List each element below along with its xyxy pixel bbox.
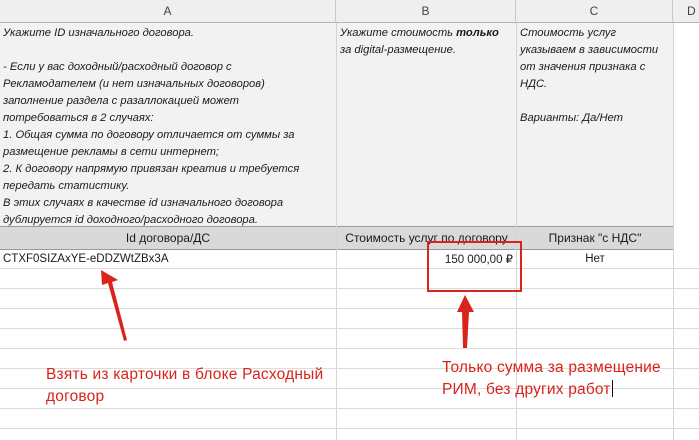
grid-line — [336, 23, 337, 440]
note-b-prefix: Укажите стоимость — [340, 27, 457, 39]
note-c-line: от значения признака с — [520, 61, 646, 73]
cost-highlight-box — [427, 241, 522, 292]
arrow-up-left-icon — [101, 270, 127, 341]
grid-line — [0, 308, 699, 309]
note-a-line: заполнение раздела с разаллокацией может — [3, 95, 239, 107]
note-b-line: за digital-размещение. — [340, 44, 456, 56]
grid-line — [0, 348, 699, 349]
cell-vat-flag[interactable]: Нет — [585, 253, 605, 265]
annotation-right-line — [442, 379, 661, 401]
column-header-b[interactable]: B — [336, 0, 516, 23]
note-c-line: Варианты: Да/Нет — [520, 112, 623, 124]
note-cell-c[interactable] — [517, 23, 673, 226]
note-a-line: дублируется id доходного/расходного договора. — [3, 214, 258, 226]
annotation-right-text: РИМ, без других работ — [442, 381, 611, 398]
note-b-line — [340, 25, 513, 42]
column-header-c[interactable]: C — [516, 0, 673, 23]
grid-line — [0, 428, 699, 429]
note-a-line: передать статистику. — [3, 180, 130, 192]
note-a-line: потребоваться в 2 случаях: — [3, 112, 154, 124]
note-cell-a[interactable] — [0, 23, 336, 226]
annotation-right-line: Только сумма за размещение — [442, 359, 661, 376]
header-cell-vat[interactable]: Признак "с НДС" — [517, 226, 673, 250]
column-header-d[interactable]: D — [673, 0, 699, 23]
note-a-line: В этих случаях в качестве id изначального договора — [3, 197, 284, 209]
text-cursor — [612, 380, 613, 397]
grid-line — [673, 23, 674, 440]
grid-line — [0, 268, 699, 269]
grid-line — [0, 328, 699, 329]
note-c-line — [520, 93, 670, 110]
note-a-line: 1. Общая сумма по договору отличается от суммы за — [3, 129, 295, 141]
note-c-line: указываем в зависимости — [520, 44, 659, 56]
note-a-line: - Если у вас доходный/расходный договор с — [3, 61, 232, 73]
arrow-up-right-icon — [457, 295, 474, 348]
cell-contract-id[interactable]: CTXF0SIZAxYE-eDDZWtZBx3A — [3, 253, 169, 265]
note-c-line: НДС. — [520, 78, 548, 90]
column-header-a[interactable]: A — [0, 0, 336, 23]
note-c-line: Стоимость услуг — [520, 27, 616, 39]
note-a-line: размещение рекламы в сети интернет; — [3, 146, 219, 158]
header-cell-id[interactable]: Id договора/ДС — [0, 226, 336, 250]
cell-contract-cost[interactable]: 150 000,00 ₽ — [444, 254, 513, 266]
annotation-left-line: договор — [46, 388, 105, 405]
note-a-line: Рекламодателем (и нет изначальных договоров) — [3, 78, 265, 90]
note-a-line: Укажите ID изначального договора. — [3, 27, 195, 39]
note-cell-b[interactable] — [337, 23, 516, 226]
note-a-line: 2. К договору напрямую привязан креатив и требуется — [3, 163, 300, 175]
header-cell-cost[interactable]: Стоимость услуг по договору — [337, 226, 516, 250]
grid-line — [0, 288, 699, 289]
annotation-left — [46, 364, 323, 408]
grid-line — [0, 408, 699, 409]
note-a-line — [3, 42, 333, 59]
note-b-emphasis: только — [456, 27, 499, 39]
annotation-left-line: Взять из карточки в блоке Расходный — [46, 366, 324, 383]
annotation-right — [442, 357, 661, 401]
